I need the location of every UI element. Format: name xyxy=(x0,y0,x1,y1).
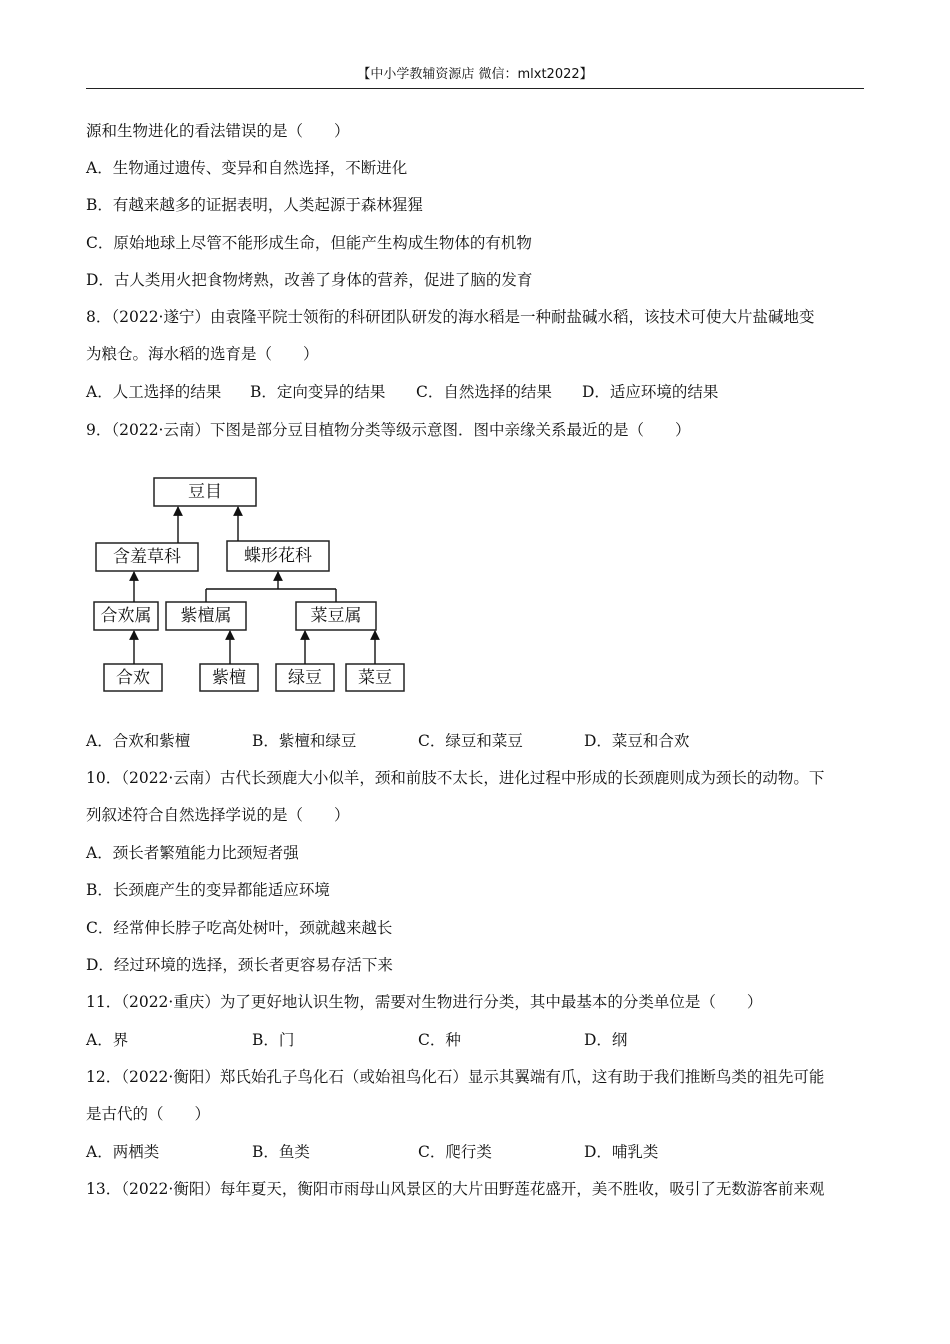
q11-option-a: A．界 xyxy=(86,1031,129,1049)
q9-option-d: D．菜豆和合欢 xyxy=(584,732,690,750)
order-label: 豆目 xyxy=(188,482,222,502)
q12-option-d: D．哺乳类 xyxy=(584,1143,659,1161)
q10-stem-line1: 10．（2022·云南）古代长颈鹿大小似羊，颈和前肢不太长，进化过程中形成的长颈鹿则成为颈长的动物。下 xyxy=(86,769,825,787)
q10-stem-line2: 列叙述符合自然选择学说的是（ ） xyxy=(86,806,350,824)
q8-option-d: D．适应环境的结果 xyxy=(582,383,719,401)
genus1-label: 合欢属 xyxy=(100,606,152,626)
q11-option-c: C．种 xyxy=(418,1031,461,1049)
q7-option-a: A．生物通过遗传、变异和自然选择，不断进化 xyxy=(86,159,408,177)
species3-label: 绿豆 xyxy=(288,668,322,688)
q9-stem: 9．（2022·云南）下图是部分豆目植物分类等级示意图．图中亲缘关系最近的是（ ） xyxy=(86,421,691,439)
q7-option-d: D．古人类用火把食物烤熟，改善了身体的营养，促进了脑的发育 xyxy=(86,271,533,289)
q12-option-b: B．鱼类 xyxy=(252,1143,310,1161)
q7-option-c: C．原始地球上尽管不能形成生命，但能产生构成生物体的有机物 xyxy=(86,234,532,252)
q8-options xyxy=(86,382,718,402)
q11-stem: 11．（2022·重庆）为了更好地认识生物，需要对生物进行分类，其中最基本的分类单位是（ ） xyxy=(86,993,763,1011)
q8-stem-line1: 8．（2022·遂宁）由袁隆平院士领衔的科研团队研发的海水稻是一种耐盐碱水稻，该技术可使大片盐碱地变 xyxy=(86,308,815,326)
q12-options xyxy=(86,1142,658,1162)
q13-stem-line1: 13．（2022·衡阳）每年夏天，衡阳市雨母山风景区的大片田野莲花盛开，美不胜收，吸引了无数游客前来观 xyxy=(86,1180,825,1198)
q12-option-a: A．两栖类 xyxy=(86,1143,160,1161)
q11-option-b: B．门 xyxy=(252,1031,295,1049)
q10-option-b: B．长颈鹿产生的变异都能适应环境 xyxy=(86,881,330,899)
q7-option-b: B．有越来越多的证据表明，人类起源于森林猩猩 xyxy=(86,196,423,214)
species1-label: 合欢 xyxy=(116,668,150,688)
q11-option-d: D．纲 xyxy=(584,1031,628,1049)
q8-stem-line2: 为粮仓。海水稻的选育是（ ） xyxy=(86,345,319,363)
q10-option-c: C．经常伸长脖子吃高处树叶，颈就越来越长 xyxy=(86,919,393,937)
species4-label: 菜豆 xyxy=(358,668,392,688)
q9-option-b: B．紫檀和绿豆 xyxy=(252,732,357,750)
q8-option-c: C．自然选择的结果 xyxy=(416,383,552,401)
family2-label: 蝶形花科 xyxy=(244,546,312,566)
q12-option-c: C．爬行类 xyxy=(418,1143,492,1161)
q9-option-c: C．绿豆和菜豆 xyxy=(418,732,523,750)
q12-stem-line1: 12．（2022·衡阳）郑氏始孔子鸟化石（或始祖鸟化石）显示其翼端有爪，这有助于我们推断鸟类的祖先可能 xyxy=(86,1068,825,1086)
genus3-label: 菜豆属 xyxy=(310,606,362,626)
q9-option-a: A．合欢和紫檀 xyxy=(86,732,191,750)
classification-diagram xyxy=(86,472,416,697)
family1-label: 含羞草科 xyxy=(113,547,181,567)
q8-option-b: B．定向变异的结果 xyxy=(250,383,386,401)
page-header: 【中小学教辅资源店 微信：mlxt2022】 xyxy=(86,62,864,89)
q11-options xyxy=(86,1030,627,1050)
q8-option-a: A．人工选择的结果 xyxy=(86,383,222,401)
genus2-label: 紫檀属 xyxy=(180,606,232,626)
species2-label: 紫檀 xyxy=(212,668,246,688)
q10-option-d: D．经过环境的选择，颈长者更容易存活下来 xyxy=(86,956,393,974)
q7-stem-tail: 源和生物进化的看法错误的是（ ） xyxy=(86,122,350,140)
q9-options xyxy=(86,731,689,751)
q12-stem-line2: 是古代的（ ） xyxy=(86,1105,211,1123)
q10-option-a: A．颈长者繁殖能力比颈短者强 xyxy=(86,844,299,862)
